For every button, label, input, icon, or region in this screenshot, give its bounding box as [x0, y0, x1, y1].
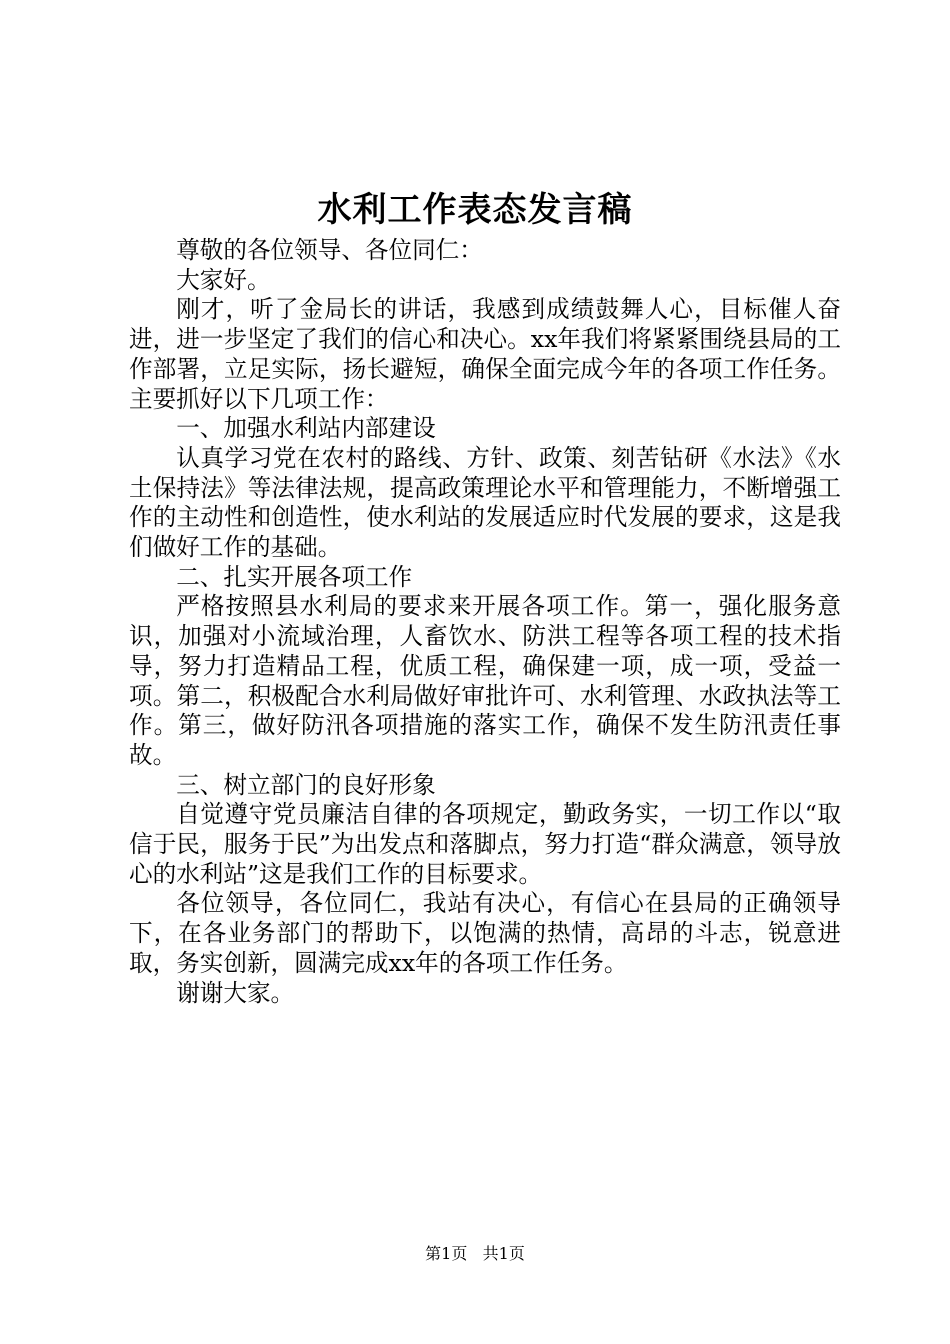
thanks-paragraph: 谢谢大家。 — [176, 978, 295, 1007]
closing-paragraph: 各位领导，各位同仁，我站有决心，有信心在县局的正确领导下，在各业务部门的帮助下，以饱满的热情，高昂的斗志，锐意进取，务实创新，圆满完成xx年的各项工作任务。 — [129, 889, 841, 977]
page-number: 第1页 — [425, 1244, 468, 1263]
greeting-paragraph: 尊敬的各位领导、各位同仁： — [176, 236, 483, 264]
section-heading-2: 二、扎实开展各项工作 — [176, 562, 413, 591]
section-heading-3: 三、树立部门的良好形象 — [176, 770, 436, 799]
intro-paragraph: 刚才，听了金局长的讲话，我感到成绩鼓舞人心，目标催人奋进，进一步坚定了我们的信心和决心。xx年我们将紧紧围绕县局的工作部署，立足实际，扬长避短，确保全面完成今年的各项工作任务。主要抓好以下几项工作： — [129, 295, 841, 413]
section-paragraph-2: 严格按照县水利局的要求来开展各项工作。第一，强化服务意识，加强对小流域治理，人畜饮水、防洪工程等各项工程的技术指导，努力打造精品工程，优质工程，确保建一项，成一项，受益一项。第二，积极配合水利局做好审批许可、水利管理、水政执法等工作。第三，做好防汛各项措施的落实工作，确保不发生防汛责任事故。 — [129, 592, 841, 769]
document-title: 水利工作表态发言稿 — [317, 190, 633, 230]
page-footer — [0, 1243, 950, 1265]
section-paragraph-1: 认真学习党在农村的路线、方针、政策、刻苦钻研《水法》《水土保持法》等法律法规，提高政策理论水平和管理能力，不断增强工作的主动性和创造性，使水利站的发展适应时代发展的要求，这是我们做好工作的基础。 — [129, 443, 841, 562]
section-heading-1: 一、加强水利站内部建设 — [176, 414, 436, 443]
page-total: 共1页 — [482, 1244, 525, 1263]
footer-separator — [472, 1244, 477, 1263]
section-paragraph-3: 自觉遵守党员廉洁自律的各项规定，勤政务实，一切工作以“取信于民，服务于民”为出发点和落脚点，努力打造“群众满意，领导放心的水利站”这是我们工作的目标要求。 — [129, 800, 841, 888]
document-body — [129, 236, 841, 1008]
salutation-paragraph: 大家好。 — [176, 265, 271, 294]
